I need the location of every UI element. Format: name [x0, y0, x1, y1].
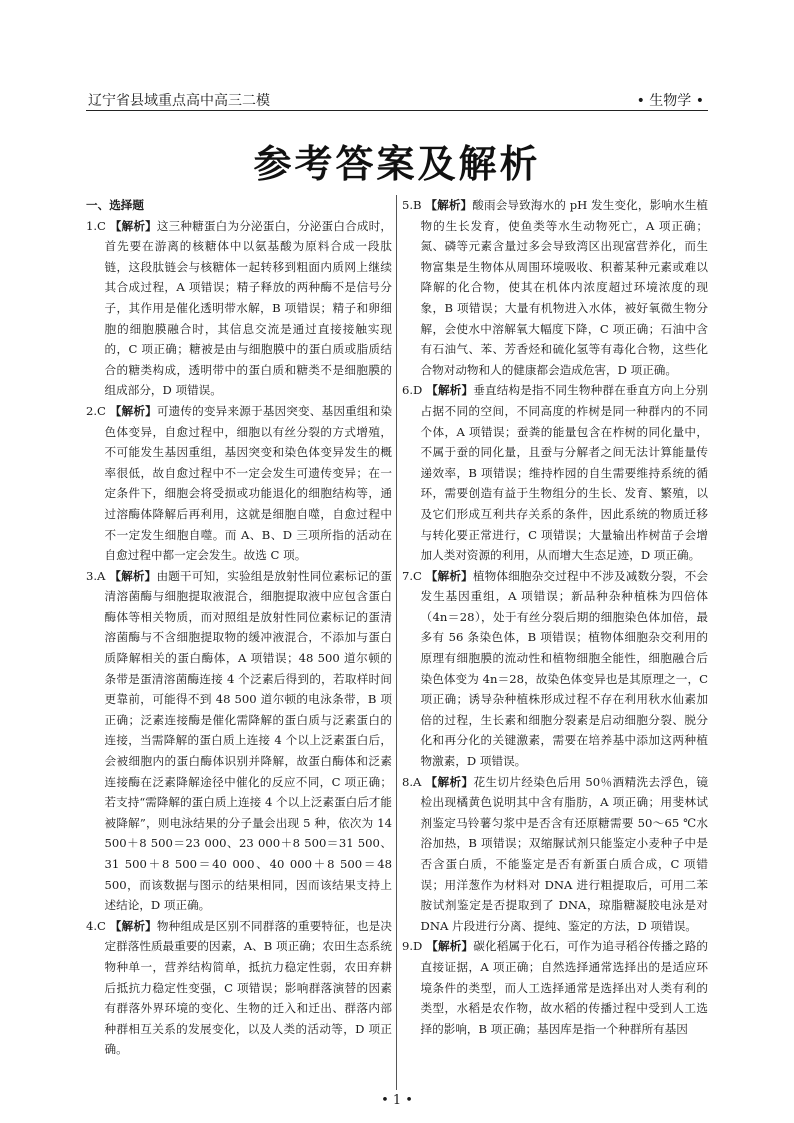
analysis-tag: 【解析】: [109, 568, 157, 583]
analysis-tag: 【解析】: [425, 198, 473, 212]
header-exam-name: 辽宁省县域重点高中高三二模: [88, 93, 270, 109]
right-column: [402, 195, 708, 1039]
answer-prefix: 4.C: [86, 918, 106, 933]
answer-text: 花生切片经染色后用 50％酒精洗去浮色，镜检出现橘黄色说明其中含有脂肪，A 项正确；用斐林试剂鉴定马铃薯匀浆中是否含有还原糖需要 50～65 ℃水浴加热，B 项错误；双缩脲试剂只能鉴定小麦种子中是否含蛋白质，不能鉴定是否有新蛋白质合成，C 项错误；用洋葱作为材料对 DNA 进行粗提取后，可用二苯胺试剂鉴定是否提取到了 DNA，琼脂糖凝胶电泳是对 DNA 片段进行分离、提纯、鉴定的方法，D 项错误。: [420, 774, 708, 933]
answer-prefix: 6.D: [402, 383, 423, 398]
analysis-tag: 【解析】: [426, 383, 474, 398]
analysis-tag: 【解析】: [425, 774, 474, 789]
analysis-tag: 【解析】: [426, 939, 474, 954]
answer-text: 垂直结构是指不同生物种群在垂直方向上分别占据不同的空间，不同高度的柞树是同一种群内的不同个体，A 项错误；蚕粪的能量包含在柞树的同化量中，不属于蚕的同化量，且蚕与分解者之间无法计算能量传递效率，B 项错误；维持柞园的自生需要维持系统的循环，需要创造有益于生物组分的生长、发育、繁殖，以及它们形成互利共存关系的条件，因此系统的物质迁移与转化要正常进行，C 项错误；大量输出柞树苗子会增加人类对资源的利用，从而增大生态足迹，D 项正确。: [420, 383, 708, 563]
answer-prefix: 5.B: [402, 198, 422, 212]
answer-item-3: [86, 566, 392, 916]
answer-prefix: 2.C: [86, 403, 106, 418]
analysis-tag: 【解析】: [109, 218, 157, 233]
column-divider: [396, 195, 397, 1090]
answer-item-4: [86, 916, 392, 1060]
analysis-tag: 【解析】: [425, 568, 473, 583]
answer-prefix: 8.A: [402, 774, 422, 789]
page-number: • 1 •: [381, 1093, 413, 1108]
answer-item-2: [86, 401, 392, 566]
answer-prefix: 3.A: [86, 568, 106, 583]
answer-text: 碳化稻属于化石，可作为追寻稻谷传播之路的直接证据，A 项正确；自然选择通常选择出的是适应环境条件的类型，而人工选择通常是选择出对人类有利的类型，水稻是农作物，故水稻的传播过程中受到人工选择的影响，B 项正确；基因库是指一个种群所有基因: [420, 939, 708, 1036]
analysis-tag: 【解析】: [109, 918, 157, 933]
answer-text: 可遗传的变异来源于基因突变、基因重组和染色体变异，自愈过程中，细胞以有丝分裂的方式增殖，不可能发生基因重组，基因突变和染色体变异发生的概率很低，故自愈过程中不一定会发生可遗传变异；在一定条件下，细胞会将受损或功能退化的细胞结构等，通过溶酶体降解后再利用，这就是细胞自噬，自愈过程中不一定发生细胞自噬。而 A、B、D 三项所指的活动在自愈过程中都一定会发生。故选 C 项。: [104, 403, 392, 563]
answer-text: 这三种糖蛋白为分泌蛋白，分泌蛋白合成时，首先要在游离的核糖体中以氨基酸为原料合成一段肽链，这段肽链会与核糖体一起转移到粗面内质网上继续其合成过程，A 项错误；精子释放的两种酶不是信号分子，其作用是催化透明带水解，B 项错误；精子和卵细胞的细胞膜融合时，其信息交流是通过直接接触实现的，C 项正确；糖被是由与细胞膜中的蛋白质或脂质结合的糖类构成，透明带中的蛋白质和糖类不是细胞膜的组成部分，D 项错误。: [104, 218, 392, 398]
answer-prefix: 1.C: [86, 218, 106, 233]
answer-item-7: [402, 566, 708, 772]
left-column: [86, 195, 392, 1060]
answer-text: 酸雨会导致海水的 pH 发生变化，影响水生植物的生长发育，使鱼类等水生动物死亡，A 项正确；氮、磷等元素含量过多会导致湾区出现富营养化，而生物富集是生物体从周围环境吸收、积蓄某种元素或难以降解的化合物，使其在机体内浓度超过环境浓度的现象，B 项错误；大量有机物进入水体，被好氧微生物分解，会使水中溶解氧大幅度下降，C 项正确；石油中含有石油气、苯、芳香烃和硫化氢等有毒化合物，这些化合物对动物和人的健康都会造成危害，D 项正确。: [420, 198, 709, 377]
answer-item-6: [402, 380, 708, 565]
answer-item-9: [402, 936, 708, 1039]
page-title: 参考答案及解析: [253, 142, 541, 186]
header-subject: • 生物学 •: [636, 93, 704, 109]
page-header: [86, 90, 708, 111]
answer-prefix: 9.D: [402, 939, 423, 954]
answer-text: 物种组成是区别不同群落的重要特征，也是决定群落性质最重要的因素，A、B 项正确；农田生态系统物种单一，营养结构简单，抵抗力稳定性弱，农田弃耕后抵抗力稳定性变强，C 项错误；影响群落演替的因素有群落外界环境的变化、生物的迁入和迁出、群落内部种群相互关系的发展变化，以及人类的活动等，D 项正确。: [104, 918, 392, 1057]
section-heading: 一、选择题: [86, 198, 144, 212]
answer-text: 植物体细胞杂交过程中不涉及减数分裂，不会发生基因重组，A 项错误；新品种杂种植株为四倍体（4n＝28），处于有丝分裂后期的细胞染色体加倍，最多有 56 条染色体，B 项错误；植物体细胞杂交利用的原理有细胞膜的流动性和植物细胞全能性，细胞融合后染色体变为 4n＝28，故染色体变异也是其原理之一，C 项正确；诱导杂种植株形成过程不存在利用秋水仙素加倍的过程，生长素和细胞分裂素是启动细胞分裂、脱分化和再分化的关键激素，需要在培养基中添加这两种植物激素，D 项错误。: [420, 568, 708, 769]
answer-text: 由题干可知，实验组是放射性同位素标记的蛋清溶菌酶与细胞提取液混合，细胞提取液中应包含蛋白酶体等相关物质，而对照组是放射性同位素标记的蛋清溶菌酶与不含细胞提取物的缓冲液混合，不添加与蛋白质降解相关的蛋白酶体，A 项错误；48 500 道尔顿的条带是蛋清溶菌酶连接 4 个泛素后得到的，若取样时间更靠前，可能得不到 48 500 道尔顿的电泳条带，B 项正确；泛素连接酶是催化需降解的蛋白质与泛素蛋白的连接，当需降解的蛋白质上连接 4 个以上泛素蛋白后，会被细胞内的蛋白酶体识别并降解，故蛋白酶体和泛素连接酶在泛素降解途径中催化的反应不同，C 项正确；若支持“需降解的蛋白质上连接 4 个以上泛素蛋白后才能被降解”，则电泳结果的分子量会出现 5 种，依次为 14 500＋8 500＝23 000、23 000＋8 500＝31 500、31 500＋8 500＝40 000、40 000＋8 500＝48 500，而该数据与图示的结果相同，因而该结果支持上述结论，D 项正确。: [104, 568, 392, 913]
answer-item-1: [86, 216, 392, 401]
answer-item-5: [402, 195, 708, 380]
answer-prefix: 7.C: [402, 568, 422, 583]
analysis-tag: 【解析】: [109, 403, 157, 418]
answer-item-8: [402, 772, 708, 937]
